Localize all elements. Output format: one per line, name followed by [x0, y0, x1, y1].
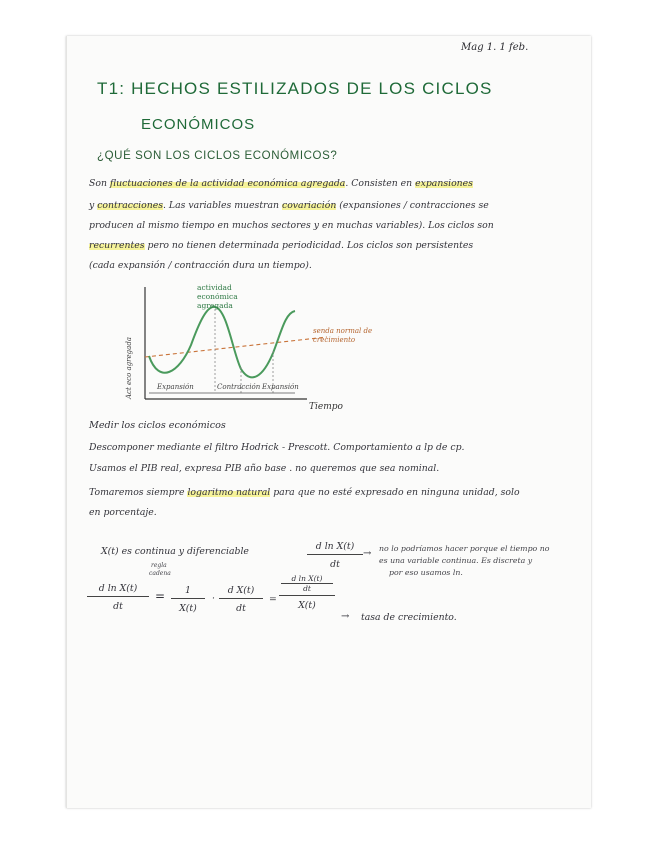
highlight-covariacion: covariación — [282, 200, 337, 211]
notebook-page — [66, 36, 591, 808]
derivative-log-fraction: $\frac{\text{d ln X(t)}}{dt}$ — [307, 541, 363, 570]
highlight-expansiones: expansiones — [415, 178, 473, 189]
arrow-2: → — [341, 611, 350, 622]
equals-sign: = — [155, 589, 166, 603]
definition-line-2: y contracciones. Las variables muestran covariación (expansiones / contracciones se — [89, 200, 489, 211]
business-cycle-graph — [107, 281, 397, 416]
y-axis-label: Act eco agregada — [125, 337, 133, 399]
definition-line-3: producen al mismo tiempo en muchos sectores y en muchas variables). Los ciclos son — [89, 220, 494, 231]
measure-line-4: en porcentaje. — [89, 507, 157, 518]
x-continuous-statement: X(t) es continua y diferenciable — [101, 546, 249, 557]
dx-dt-fraction: $\frac{\text{d X(t)}}{dt}$ — [219, 585, 263, 614]
graph-top-label-3: agregada — [197, 301, 233, 310]
x-axis-label: Tiempo — [309, 402, 343, 412]
graph-top-label-2: económica — [197, 292, 238, 301]
phase-label-2: Contracción — [217, 383, 261, 391]
trend-label-1: senda normal de — [313, 327, 373, 335]
page-title-line1: T1: HECHOS ESTILIZADOS DE LOS CICLOS — [97, 79, 493, 98]
phase-label-3: Expansión — [262, 383, 299, 391]
measure-heading: Medir los ciclos económicos — [89, 420, 226, 431]
highlight-contracciones: contracciones — [97, 200, 163, 211]
note-line-1: no lo podríamos hacer porque el tiempo no — [379, 544, 550, 553]
graph-top-label-1: actividad — [197, 283, 232, 292]
trend-label-2: crecimiento — [313, 336, 356, 344]
chain-rule-label-1: regla — [151, 562, 167, 569]
one-over-x-fraction: $\frac{1}{X(t)}$ — [171, 585, 205, 614]
chain-rule-label-2: cadena — [149, 570, 171, 577]
equals-sign-2: = — [269, 594, 277, 605]
definition-line-4: recurrentes pero no tienen determinada periodicidad. Los ciclos son persistentes — [89, 240, 474, 251]
growth-rate-label: tasa de crecimiento. — [361, 612, 457, 623]
highlight-recurrentes: recurrentes — [89, 240, 145, 251]
arrow-1: → — [363, 548, 372, 559]
measure-line-3: Tomaremos siempre logaritmo natural para que no esté expresado en ninguna unidad, solo — [89, 487, 520, 498]
page-title-line2: ECONÓMICOS — [141, 116, 256, 133]
phase-label-1: Expansión — [157, 383, 194, 391]
rate-fraction: d ln X(t) dt X(t) — [279, 574, 335, 611]
definition-line-5: (cada expansión / contracción dura un tiempo). — [89, 260, 312, 271]
measure-line-2: Usamos el PIB real, expresa PIB año base . no queremos que sea nominal. — [89, 463, 440, 474]
product-dot: · — [212, 593, 215, 604]
note-line-2: es una variable continua. Es discreta y — [379, 556, 533, 565]
measure-line-1: Descomponer mediante el filtro Hodrick - Prescott. Comportamiento a lp de cp. — [89, 442, 465, 453]
cycle-curve — [149, 307, 295, 377]
section-question: ¿QUÉ SON LOS CICLOS ECONÓMICOS? — [97, 150, 338, 162]
definition-line-1: Son fluctuaciones de la actividad económica agregada. Consisten en expansiones — [89, 178, 473, 189]
date-note: Mag 1. 1 feb. — [461, 42, 529, 53]
lhs-fraction: $\frac{\text{d ln X(t)}}{dt}$ — [87, 583, 149, 612]
highlight-logaritmo: logaritmo natural — [187, 487, 271, 498]
note-line-3: por eso usamos ln. — [389, 568, 463, 577]
highlight-fluctuaciones: fluctuaciones de la actividad económica agregada — [109, 178, 346, 189]
